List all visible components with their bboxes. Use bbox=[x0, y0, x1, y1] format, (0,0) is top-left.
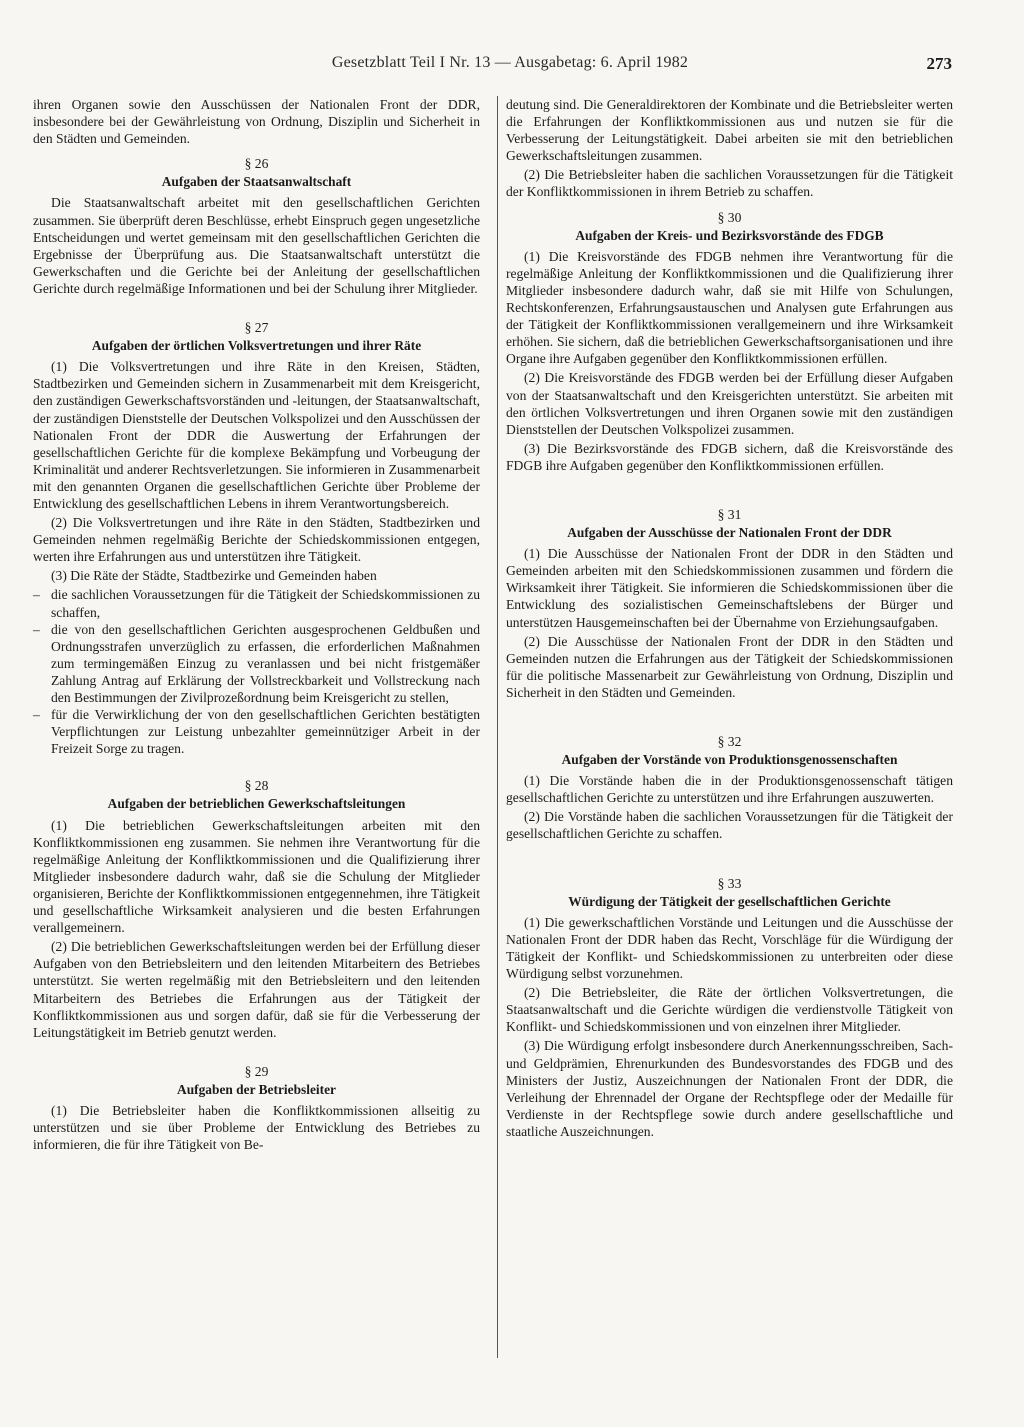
paragraph: (2) Die Betriebsleiter haben die sachlichen Voraussetzungen für die Tätigkeit der Konfliktkommissionen in ihrem Betrieb zu schaffen. bbox=[506, 167, 953, 200]
paragraph: (1) Die Volksvertretungen und ihre Räte in den Kreisen, Städten, Stadtbezirken und Gemeinden sichern in Zusammenarbeit mit dem Kreisgericht, den zuständigen Gewerkschaftsvorständen und -leitungen, der Staatsanwaltschaft, der zuständigen Dienststelle der Deutschen Volkspolizei und den Ausschüssen der Nationalen Front der DDR die Auswertung der Erfahrungen der gesellschaftlichen Gerichte für die komplexe Bekämpfung und Vorbeugung der Kriminalität und anderer Rechtsverletzungen. Sie informieren in Zusammenarbeit mit den genannten Organen die gesellschaftlichen Gerichte über Probleme der Entwicklung des gesellschaftlichen Lebens in ihrem Verantwortungsbereich. bbox=[33, 359, 480, 511]
section-number-31: § 31 bbox=[717, 506, 742, 522]
section-heading-26: Aufgaben der Staatsanwaltschaft bbox=[161, 174, 352, 190]
section-number-27: § 27 bbox=[244, 320, 269, 336]
paragraph: (1) Die Ausschüsse der Nationalen Front der DDR in den Städten und Gemeinden arbeiten mit den Schiedskommissionen zusammen und fördern die Wirksamkeit ihrer Tätigkeit. Sie informieren die Schiedskommissionen über die Entwicklung des sozialistischen Gemeinschaftslebens der Bürger und unterstützen Hausgemeinschaften bei der Übernahme von Erziehungsaufgaben. bbox=[506, 546, 953, 630]
dash-list bbox=[33, 586, 480, 757]
paragraph: (2) Die Vorstände haben die sachlichen Voraussetzungen für die Tätigkeit der gesellschaftlichen Gerichte zu schaffen. bbox=[506, 809, 953, 842]
section-heading-31: Aufgaben der Ausschüsse der Nationalen Front der DDR bbox=[567, 525, 892, 541]
paragraph: (3) Die Würdigung erfolgt insbesondere durch Anerkennungsschreiben, Sach- und Geldprämien, Ehrenurkunden des Bundesvorstandes des FDGB und des Ministers der Justiz, Auszeichnungen der Nationalen Front der DDR, die Verleihung der Ehrennadel der Organe der Rechtspflege oder der Medaille für Verdienste in der Rechtspflege sowie durch andere gesellschaftliche und staatliche Auszeichnungen. bbox=[506, 1038, 953, 1139]
paragraph: (2) Die betrieblichen Gewerkschaftsleitungen werden bei der Erfüllung dieser Aufgaben von den Betriebsleitern und den leitenden Mitarbeitern des Betriebes unterstützt. Sie werten regelmäßig mit den Betriebsleitern und den leitenden Mitarbeitern des Betriebes die Erfahrungen aus der Tätigkeit der Konfliktkommissionen aus und sorgen dafür, daß sie für die Verbesserung der Leitungstätigkeit im Betrieb genutzt werden. bbox=[33, 939, 480, 1040]
gazette-title: Gesetzblatt Teil I Nr. 13 — Ausgabetag: 6. April 1982 bbox=[331, 54, 689, 71]
section-heading-27: Aufgaben der örtlichen Volksvertretungen und ihrer Räte bbox=[91, 338, 422, 354]
page-number: 273 bbox=[926, 54, 952, 73]
paragraph: (2) Die Volksvertretungen und ihre Räte in den Städten, Stadtbezirken und Gemeinden nehmen regelmäßig Berichte der Schiedskommissionen entgegen, werten ihre Erfahrungen aus und unterstützen ihre Tätigkeit. bbox=[33, 515, 480, 565]
paragraph: (1) Die Kreisvorstände des FDGB nehmen ihre Verantwortung für die regelmäßige Anleitung der Konfliktkommissionen und die Qualifizierung ihrer Mitglieder insbesondere dadurch wahr, daß sie mit Hilfe von Schulungen, Rechtskonferenzen, Erfahrungsaustauschen und Analysen gute Erfahrungen aus der Tätigkeit der Konfliktkommissionen verallgemeinern und ihre Wirksamkeit erhöhen. Sie sichern, daß die betrieblichen Gewerkschaftsorganisationen und ihre Organe ihre Aufgaben gegenüber den Konfliktkommissionen erfüllen. bbox=[506, 248, 953, 367]
section-number-29: § 29 bbox=[244, 1063, 269, 1079]
paragraph: (3) Die Bezirksvorstände des FDGB sichern, daß die Kreisvorstände des FDGB ihre Aufgaben gegenüber den Konfliktkommissionen erfüllen. bbox=[506, 440, 953, 473]
paragraph: (2) Die Kreisvorstände des FDGB werden bei der Erfüllung dieser Aufgaben von der Staatsanwaltschaft und den Kreisgerichten unterstützt. Sie arbeiten mit den örtlichen Volksvertretungen und ihren Organen sowie mit den zuständigen Dienststellen der Deutschen Volkspolizei zusammen. bbox=[506, 370, 953, 437]
paragraph-continued: ihren Organen sowie den Ausschüssen der Nationalen Front der DDR, insbesondere bei der Gewährleistung von Ordnung, Disziplin und Sicherheit in den Städten und Gemeinden. bbox=[33, 97, 480, 147]
paragraph: (1) Die gewerkschaftlichen Vorstände und Leitungen und die Ausschüsse der Nationalen Front der DDR haben das Recht, Vorschläge für die Würdigung der Tätigkeit der Konflikt- und Schiedskommissionen zu unterbreiten oder diese Würdigung selbst vorzunehmen. bbox=[506, 914, 953, 982]
list-item: – die von den gesellschaftlichen Gerichten ausgesprochenen Geldbußen und Ordnungsstrafen unverzüglich zu erfassen, die erforderlichen Maßnahmen zum termingemäßen Einzug zu veranlassen und bei nicht fristgemäßer Zahlung Antrag auf Erklärung der Vollstreckbarkeit und Vollstreckung nach den Bestimmungen der Zivilprozeßordnung beim Kreisgericht zu stellen, bbox=[33, 621, 480, 706]
column-divider bbox=[497, 96, 498, 1358]
paragraph: (2) Die Betriebsleiter, die Räte der örtlichen Volksvertretungen, die Staatsanwaltschaft und die Gerichte würdigen die verdienstvolle Tätigkeit von Konflikt- und Schiedskommissionen und von einzelnen ihrer Mitglieder. bbox=[506, 985, 953, 1035]
section-heading-28: Aufgaben der betrieblichen Gewerkschaftsleitungen bbox=[107, 796, 406, 812]
paragraph: (1) Die Vorstände haben die in der Produktionsgenossenschaft tätigen gesellschaftlichen Gerichte zu unterstützen und ihre Erfahrungen auszuwerten. bbox=[506, 773, 953, 806]
left-column bbox=[33, 96, 480, 1155]
section-number-32: § 32 bbox=[717, 734, 742, 749]
section-heading-32: Aufgaben der Vorstände von Produktionsgenossenschaften bbox=[561, 752, 898, 768]
paragraph: (3) Die Räte der Städte, Stadtbezirke und Gemeinden haben bbox=[51, 568, 377, 584]
list-item: – die sachlichen Voraussetzungen für die Tätigkeit der Schiedskommissionen zu schaffen, bbox=[33, 586, 480, 620]
page-header bbox=[0, 54, 1024, 76]
paragraph: Die Staatsanwaltschaft arbeitet mit den gesellschaftlichen Gerichten zusammen. Sie überprüft deren Beschlüsse, erhebt Einspruch gegen ungesetzliche Entscheidungen und wertet gemeinsam mit den gesellschaftlichen Gerichten die Ergebnisse der Überprüfung aus. Die Staatsanwaltschaft unterstützt die Gewerkschaften und die Gerichte bei der Anleitung der gesellschaftlichen Gerichte durch regelmäßige Informationen und bei der Schulung ihrer Mitglieder. bbox=[33, 195, 480, 296]
section-number-26: § 26 bbox=[244, 156, 269, 172]
list-item: – für die Verwirklichung der von den gesellschaftlichen Gerichten bestätigten Verpflichtungen zur Leistung unbezahlter gemeinnütziger Arbeit in der Freizeit Sorge zu tragen. bbox=[33, 706, 480, 757]
section-heading-29: Aufgaben der Betriebsleiter bbox=[177, 1081, 336, 1097]
section-heading-30: Aufgaben der Kreis- und Bezirksvorstände des FDGB bbox=[575, 227, 884, 243]
section-number-30: § 30 bbox=[717, 209, 742, 225]
paragraph-continued: deutung sind. Die Generaldirektoren der Kombinate und die Betriebsleiter werten die Erfahrungen der Konfliktkommissionen aus und nutzen sie für die Verbesserung der Leitungstätigkeit. Dabei arbeiten sie mit den betrieblichen Gewerkschaftsleitungen zusammen. bbox=[506, 97, 953, 164]
paragraph: (1) Die Betriebsleiter haben die Konfliktkommissionen allseitig zu unterstützen und sie über Probleme der Entwicklung des Betriebes zu informieren, die für ihre Tätigkeit von Be- bbox=[33, 1102, 480, 1153]
section-number-28: § 28 bbox=[244, 778, 269, 794]
paragraph: (1) Die betrieblichen Gewerkschaftsleitungen arbeiten mit den Konfliktkommissionen eng zusammen. Sie nehmen ihre Verantwortung für die regelmäßige Anleitung der Konfliktkommissionen und die Qualifizierung ihrer Mitglieder insbesondere dadurch wahr, daß sie die Schulung der Mitglieder organisieren, Berichte der Konfliktkommissionen entgegennehmen, ihre Tätigkeit und gesellschaftliche Wirksamkeit analysieren und die besten Erfahrungen verallgemeinern. bbox=[33, 817, 480, 936]
right-column bbox=[506, 96, 953, 1142]
paragraph: (2) Die Ausschüsse der Nationalen Front der DDR in den Städten und Gemeinden nutzen die Erfahrungen aus der Tätigkeit der Schiedskommissionen für die politische Massenarbeit zur Gewährleistung von Ordnung, Disziplin und Sicherheit in den Städten und Gemeinden. bbox=[506, 633, 953, 700]
section-heading-33: Würdigung der Tätigkeit der gesellschaftlichen Gerichte bbox=[568, 893, 891, 909]
section-number-33: § 33 bbox=[717, 875, 742, 891]
